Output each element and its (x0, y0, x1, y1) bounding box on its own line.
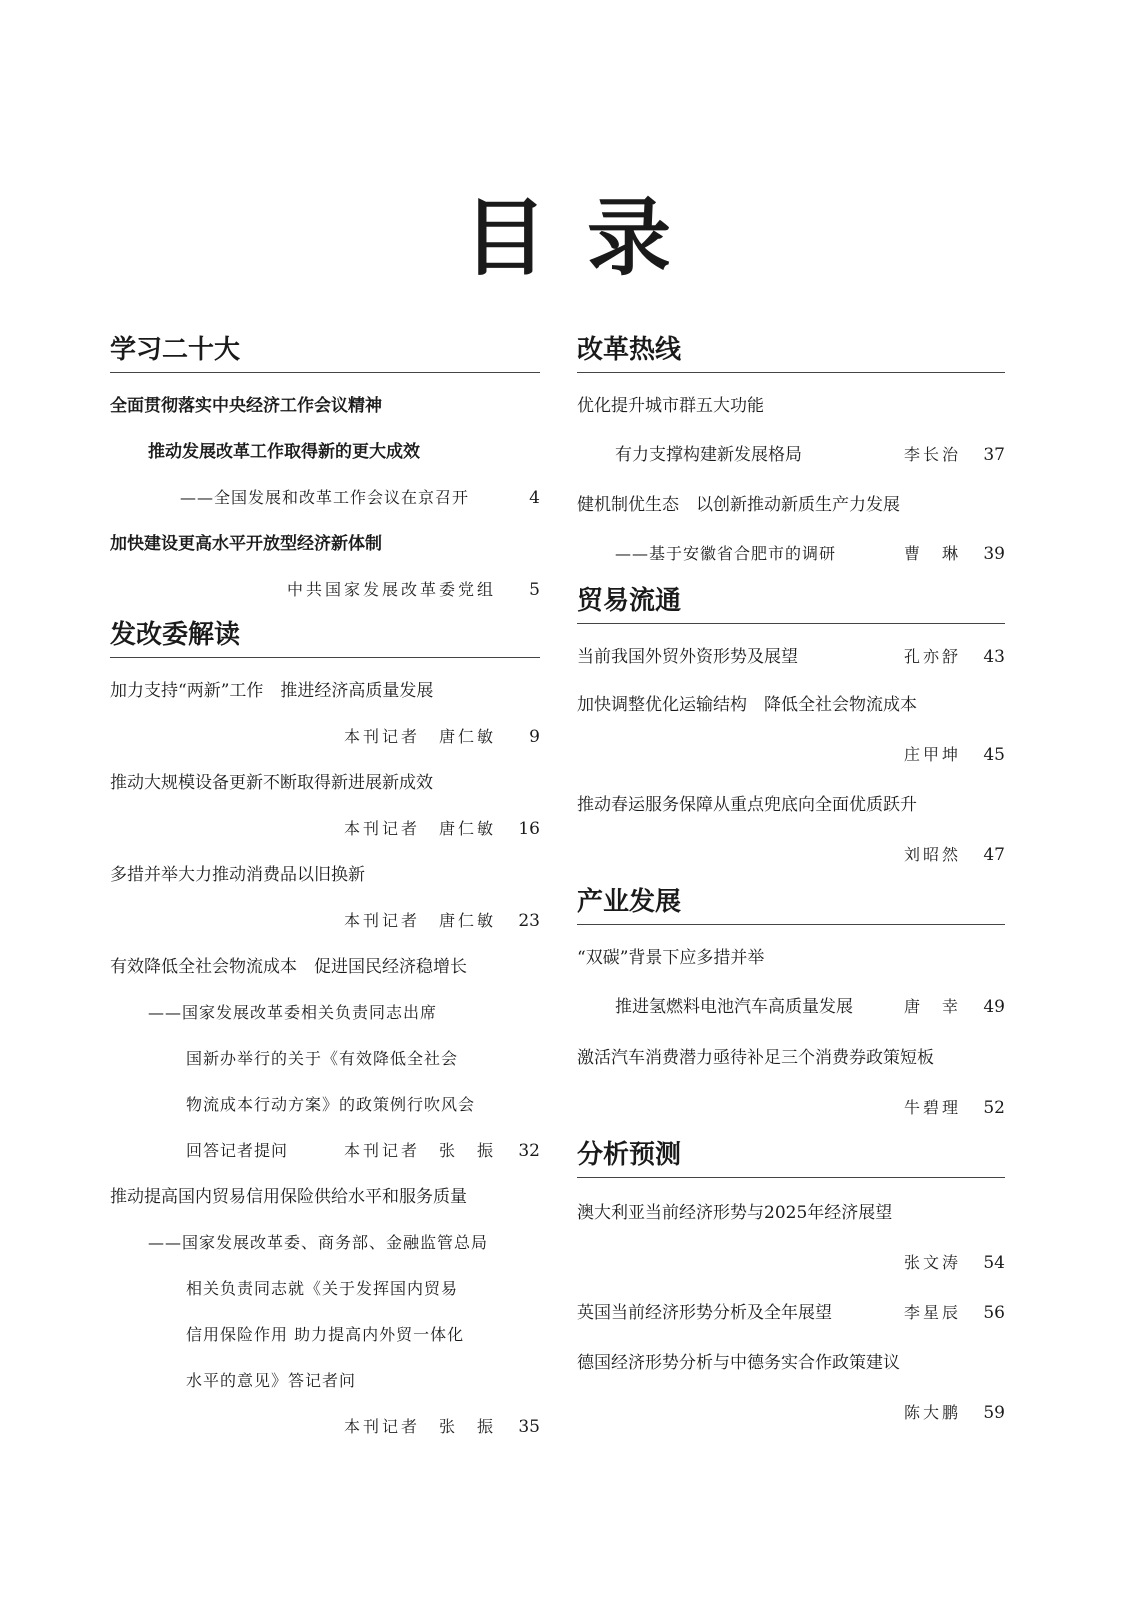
entry-author: 牛碧理 (903, 1098, 961, 1117)
entry-author: 中共国家发展改革委党组 (286, 580, 496, 599)
toc-entry[interactable] (577, 1083, 1005, 1133)
page-number: 59 (983, 1403, 1005, 1423)
entry-author: 本刊记者 张 振 (343, 1141, 496, 1160)
entry-author: 本刊记者 唐仁敏 (343, 727, 496, 746)
toc-entry[interactable] (110, 1128, 540, 1174)
entry-subtitle: 相关负责同志就《关于发挥国内贸易 (186, 1279, 459, 1298)
entry-title: 全面贯彻落实中央经济工作会议精神 (110, 396, 382, 416)
toc-entry[interactable] (577, 1288, 1005, 1338)
section-heading: 分析预测 (577, 1133, 1005, 1178)
title-char-2: 录 (587, 188, 672, 287)
page-number: 52 (983, 1098, 1005, 1118)
toc-entry[interactable] (577, 634, 1005, 680)
section-heading: 发改委解读 (110, 613, 540, 658)
entry-title: 澳大利亚当前经济形势与2025年经济展望 (577, 1203, 893, 1223)
entry-subtitle: ——全国发展和改革工作会议在京召开 (180, 488, 470, 507)
toc-entry[interactable] (577, 481, 1005, 529)
page-number: 37 (983, 445, 1005, 465)
right-column (577, 328, 1005, 1438)
toc-entry[interactable] (577, 730, 1005, 780)
section-heading: 学习二十大 (110, 328, 540, 373)
entry-author: 孔亦舒 (903, 647, 961, 666)
section-chanye-fazhan (577, 880, 1005, 1133)
entry-title: 当前我国外贸外资形势及展望 (577, 647, 798, 667)
page-number: 4 (529, 488, 540, 508)
entry-author: 刘昭然 (903, 845, 961, 864)
page-number: 9 (529, 727, 540, 747)
section-heading: 改革热线 (577, 328, 1005, 373)
entry-title: “双碳”背景下应多措并举 (577, 948, 765, 968)
entry-title: 加快调整优化运输结构 降低全社会物流成本 (577, 695, 917, 715)
toc-entry[interactable] (110, 1036, 540, 1082)
toc-entry[interactable] (110, 714, 540, 760)
entry-author: 本刊记者 唐仁敏 (343, 911, 496, 930)
toc-entry[interactable] (577, 830, 1005, 880)
entry-subtitle: ——国家发展改革委、商务部、金融监管总局 (148, 1233, 489, 1252)
section-maoyi-liutong (577, 579, 1005, 880)
page-number: 39 (983, 544, 1005, 564)
toc-entry[interactable] (110, 1174, 540, 1220)
section-xuexi (110, 328, 540, 613)
page-number: 45 (983, 745, 1005, 765)
toc-entry[interactable] (577, 680, 1005, 730)
entry-title: 推动发展改革工作取得新的更大成效 (148, 442, 420, 462)
page-number: 32 (518, 1141, 540, 1161)
entry-title: 有效降低全社会物流成本 促进国民经济稳增长 (110, 957, 467, 977)
toc-entry[interactable] (110, 475, 540, 521)
entry-title: 健机制优生态 以创新推动新质生产力发展 (577, 495, 900, 515)
section-heading: 产业发展 (577, 880, 1005, 925)
section-fagaiwei (110, 613, 540, 1450)
entry-title: 优化提升城市群五大功能 (577, 396, 764, 416)
toc-entry[interactable] (577, 429, 1005, 481)
toc-entry[interactable] (110, 1312, 540, 1358)
entry-author: 庄甲坤 (903, 745, 961, 764)
section-gaige-rexian (577, 328, 1005, 579)
page-number: 43 (983, 647, 1005, 667)
toc-entry[interactable] (110, 1404, 540, 1450)
toc-entry[interactable] (577, 780, 1005, 830)
page-number: 5 (529, 580, 540, 600)
toc-entry[interactable] (110, 806, 540, 852)
page-number: 23 (518, 911, 540, 931)
entry-subtitle: 国新办举行的关于《有效降低全社会 (186, 1049, 459, 1068)
entry-author: 本刊记者 张 振 (343, 1417, 496, 1436)
entry-title: 加快建设更高水平开放型经济新体制 (110, 534, 382, 554)
entry-subtitle: ——基于安徽省合肥市的调研 (615, 544, 837, 563)
page-number: 16 (518, 819, 540, 839)
page-number: 49 (983, 997, 1005, 1017)
toc-entry[interactable] (577, 529, 1005, 579)
toc-entry[interactable] (110, 567, 540, 613)
toc-entry[interactable] (110, 898, 540, 944)
toc-entry[interactable] (110, 668, 540, 714)
entry-title: 推动大规模设备更新不断取得新进展新成效 (110, 773, 433, 793)
entry-title: 英国当前经济形势分析及全年展望 (577, 1303, 832, 1323)
page-number: 56 (983, 1303, 1005, 1323)
entry-subtitle: 推进氢燃料电池汽车高质量发展 (615, 997, 853, 1017)
page-number: 54 (983, 1253, 1005, 1273)
entry-subtitle: 有力支撑构建新发展格局 (615, 445, 802, 465)
toc-entry[interactable] (110, 944, 540, 990)
toc-entry[interactable] (110, 383, 540, 429)
entry-author: 张文涛 (903, 1253, 961, 1272)
toc-entry[interactable] (577, 981, 1005, 1033)
entry-title: 加力支持“两新”工作 推进经济高质量发展 (110, 681, 434, 701)
title-char-1: 目 (463, 188, 548, 287)
toc-entry[interactable] (110, 1358, 540, 1404)
left-column (110, 328, 540, 1450)
entry-subtitle: ——国家发展改革委相关负责同志出席 (148, 1003, 438, 1022)
entry-author: 陈大鹏 (903, 1403, 961, 1422)
entry-title: 多措并举大力推动消费品以旧换新 (110, 865, 365, 885)
entry-subtitle: 物流成本行动方案》的政策例行吹风会 (186, 1095, 476, 1114)
entry-author: 李长治 (903, 445, 961, 464)
toc-entry[interactable] (577, 1238, 1005, 1288)
entry-author: 唐 幸 (903, 997, 961, 1016)
page-number: 35 (518, 1417, 540, 1437)
toc-entry[interactable] (577, 935, 1005, 981)
toc-entry[interactable] (110, 1082, 540, 1128)
entry-title: 德国经济形势分析与中德务实合作政策建议 (577, 1353, 900, 1373)
entry-subtitle: 信用保险作用 助力提高内外贸一体化 (186, 1325, 465, 1344)
entry-title: 推动提高国内贸易信用保险供给水平和服务质量 (110, 1187, 467, 1207)
toc-entry[interactable] (110, 429, 540, 475)
toc-entry[interactable] (577, 1188, 1005, 1238)
toc-entry[interactable] (577, 383, 1005, 429)
toc-entry[interactable] (110, 990, 540, 1036)
entry-title: 激活汽车消费潜力亟待补足三个消费券政策短板 (577, 1048, 934, 1068)
entry-author: 曹 琳 (903, 544, 961, 563)
toc-entry[interactable] (577, 1033, 1005, 1083)
toc-entry[interactable] (577, 1388, 1005, 1438)
entry-subtitle: 水平的意见》答记者问 (186, 1371, 357, 1390)
toc-entry[interactable] (110, 1266, 540, 1312)
toc-entry[interactable] (110, 760, 540, 806)
toc-entry[interactable] (110, 852, 540, 898)
page-number: 47 (983, 845, 1005, 865)
entry-author: 本刊记者 唐仁敏 (343, 819, 496, 838)
entry-author: 李星辰 (903, 1303, 961, 1322)
section-heading: 贸易流通 (577, 579, 1005, 624)
section-fenxi-yuce (577, 1133, 1005, 1438)
entry-subtitle: 回答记者提问 (186, 1141, 289, 1160)
entry-title: 推动春运服务保障从重点兜底向全面优质跃升 (577, 795, 917, 815)
toc-entry[interactable] (110, 1220, 540, 1266)
toc-entry[interactable] (577, 1338, 1005, 1388)
toc-entry[interactable] (110, 521, 540, 567)
